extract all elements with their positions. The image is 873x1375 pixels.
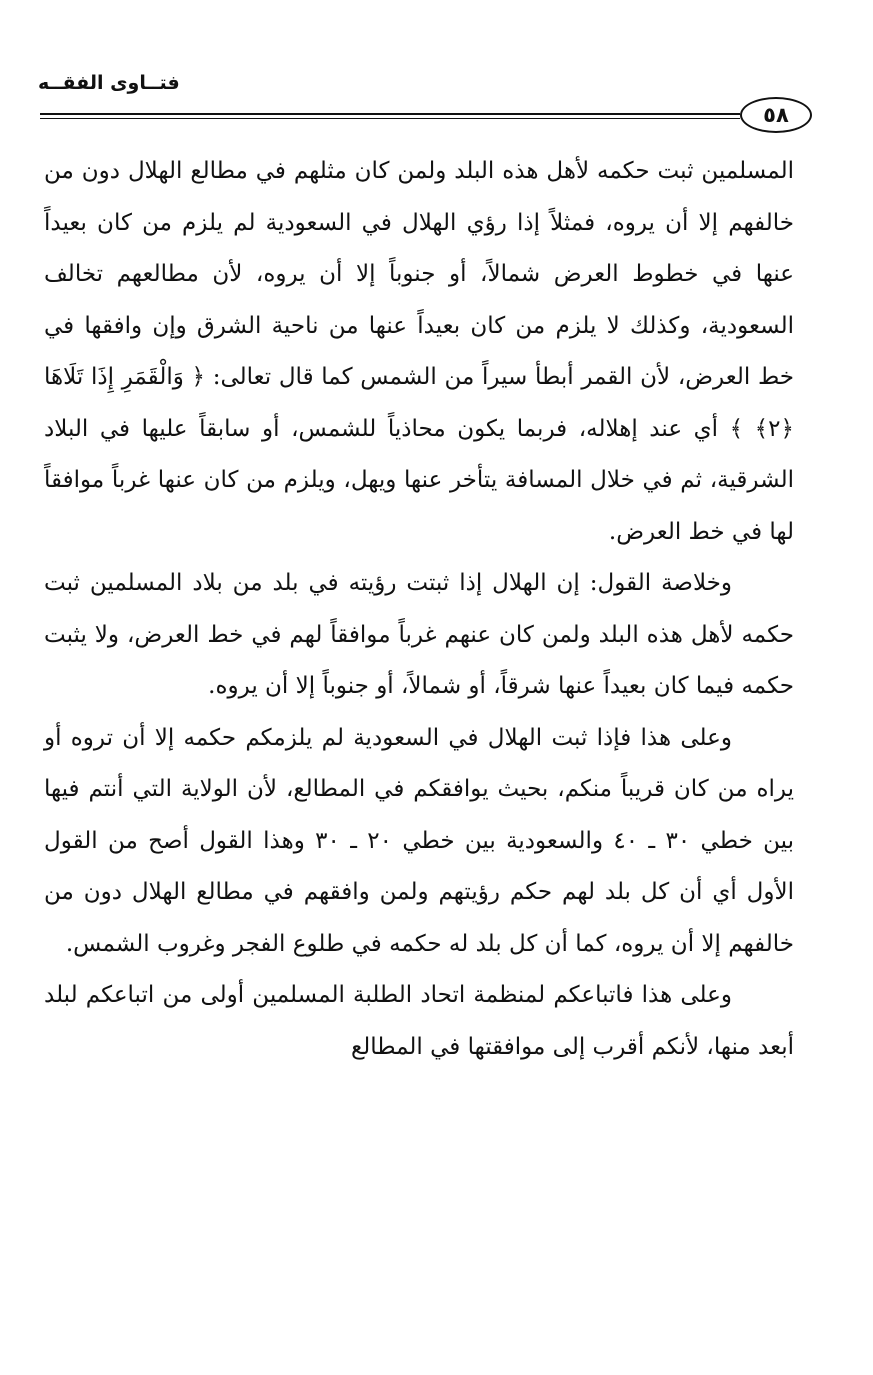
body-text	[44, 146, 794, 1073]
page-number-badge: ٥٨	[740, 97, 812, 133]
paragraph: وعلى هذا فاتباعكم لمنظمة اتحاد الطلبة المسلمين أولى من اتباعكم لبلد أبعد منها، لأنكم أقرب إلى موافقتها في المطالع	[44, 982, 794, 1060]
header-rule	[40, 113, 740, 115]
running-head-title: فتــاوى الفقــه	[38, 72, 180, 94]
paragraph: وخلاصة القول: إن الهلال إذا ثبتت رؤيته في بلد من بلاد المسلمين ثبت حكمه لأهل هذه البلد ولمن كان عنهم غرباً موافقاً لهم في خط العرض، ولا يثبت حكمه فيما كان بعيداً عنها شرقاً، أو شمالاً، أو جنوباً إلا أن يروه.	[44, 570, 794, 699]
header-rule-thin	[40, 118, 740, 119]
paragraph: وعلى هذا فإذا ثبت الهلال في السعودية لم يلزمكم حكمه إلا أن تروه أو يراه من كان قريباً منكم، بحيث يوافقكم في المطالع، لأن الولاية التي أنتم فيها بين خطي ٣٠ ـ ٤٠ والسعودية بين خطي ٢٠ ـ ٣٠ وهذا القول أصح من القول الأول أي أن كل بلد لهم حكم رؤيتهم ولمن وافقهم في مطالع الهلال دون من خالفهم إلا أن يروه، كما أن كل بلد له حكمه في طلوع الفجر وغروب الشمس.	[44, 724, 794, 957]
paragraph: المسلمين ثبت حكمه لأهل هذه البلد ولمن كان مثلهم في مطالع الهلال دون من خالفهم إلا أن يروه، فمثلاً إذا رؤي الهلال في السعودية لم يلزم من كان بعيداً عنها في خطوط العرض شمالاً، أو جنوباً إلا أن يروه، لأن مطالعهم تخالف السعودية، وكذلك لا يلزم من كان بعيداً عنها من ناحية الشرق وإن وافقها في خط العرض، لأن القمر أبطأ سيراً من الشمس كما قال تعالى: ﴿ وَالْقَمَرِ إِذَا تَلَاهَا ﴿٢﴾ ﴾ أي عند إهلاله، فربما يكون محاذياً للشمس، أو سابقاً عليها في البلاد الشرقية، ثم في خلال المسافة يتأخر عنها ويهل، ويلزم من كان عنها غرباً موافقاً لها في خط العرض.	[44, 158, 794, 545]
